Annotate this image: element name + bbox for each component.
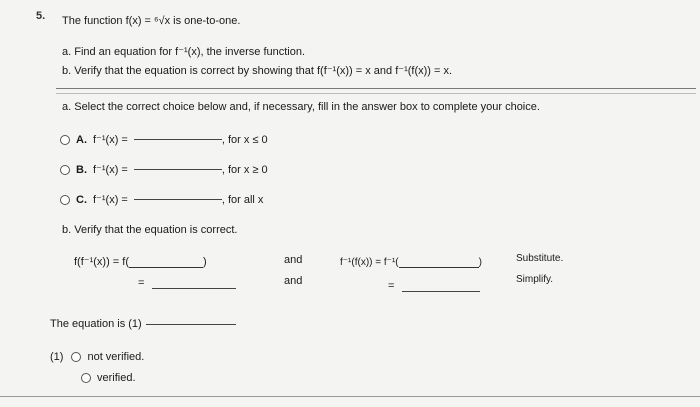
verified-label: verified. — [97, 372, 136, 384]
conclusion-option-verified[interactable] — [81, 372, 136, 384]
verify-left-equals: = — [138, 277, 145, 289]
verify-left-answer-box[interactable] — [129, 267, 203, 268]
conclusion-text: The equation is (1) — [50, 318, 142, 330]
conclusion-choice-number: (1) — [50, 351, 64, 363]
choice-b-answer-box[interactable] — [134, 169, 222, 170]
verify-right-equals: = — [388, 280, 395, 292]
choice-c-answer-box[interactable] — [134, 199, 222, 200]
question-part-a: a. Find an equation for f⁻¹(x), the inverse function. — [62, 46, 306, 58]
simplify-label: Simplify. — [516, 274, 554, 285]
choice-c-letter: C. — [76, 193, 87, 206]
choice-c-row — [60, 193, 263, 206]
question-number: 5. — [36, 10, 46, 22]
verified-radio[interactable] — [81, 373, 91, 383]
substitute-label: Substitute. — [516, 253, 564, 264]
choice-a-radio[interactable] — [60, 135, 70, 145]
divider-shadow — [56, 93, 696, 94]
choice-a-expr: f⁻¹(x) = — [93, 134, 128, 146]
and-label-1: and — [284, 254, 303, 266]
verify-left-expr: f(f⁻¹(x)) = f( — [74, 256, 129, 268]
verify-right-simplify-box[interactable] — [402, 291, 480, 292]
verify-left-close: ) — [203, 256, 207, 268]
verify-left-row — [74, 255, 207, 268]
verify-right-row-2 — [388, 280, 480, 292]
conclusion-row — [50, 318, 236, 330]
verify-left-row-2 — [138, 277, 236, 289]
question-part-b: b. Verify that the equation is correct by showing that f(f⁻¹(x)) = x and f⁻¹(f(x)) = x. — [62, 65, 453, 77]
verify-heading: b. Verify that the equation is correct. — [62, 224, 238, 236]
choice-c-radio[interactable] — [60, 195, 70, 205]
choice-b-row — [60, 163, 268, 176]
question-statement: The function f(x) = ⁶√x is one-to-one. — [62, 15, 241, 27]
verify-right-close: ) — [478, 257, 482, 268]
choice-b-radio[interactable] — [60, 165, 70, 175]
choice-b-expr: f⁻¹(x) = — [93, 164, 128, 176]
bottom-divider — [0, 396, 700, 397]
verify-right-row — [340, 257, 482, 268]
choice-c-condition: , for all x — [221, 193, 264, 206]
verify-left-simplify-box[interactable] — [152, 288, 236, 289]
choice-c-expr: f⁻¹(x) = — [93, 194, 128, 206]
and-label-2: and — [284, 275, 303, 287]
choice-b-condition: , for x ≥ 0 — [221, 163, 268, 176]
choice-a-condition: , for x ≤ 0 — [221, 133, 268, 146]
verify-right-expr: f⁻¹(f(x)) = f⁻¹( — [340, 257, 399, 268]
instructions: a. Select the correct choice below and, if necessary, fill in the answer box to complete your choice. — [62, 101, 540, 113]
not-verified-label: not verified. — [87, 351, 145, 363]
choice-a-letter: A. — [76, 133, 87, 146]
not-verified-radio[interactable] — [71, 352, 81, 362]
choice-a-answer-box[interactable] — [134, 139, 222, 140]
conclusion-answer-box[interactable] — [146, 324, 236, 325]
choice-b-letter: B. — [76, 163, 87, 176]
divider — [56, 88, 696, 89]
verify-right-answer-box[interactable] — [399, 267, 479, 268]
conclusion-option-not-verified[interactable] — [50, 351, 144, 363]
choice-a-row — [60, 133, 268, 146]
